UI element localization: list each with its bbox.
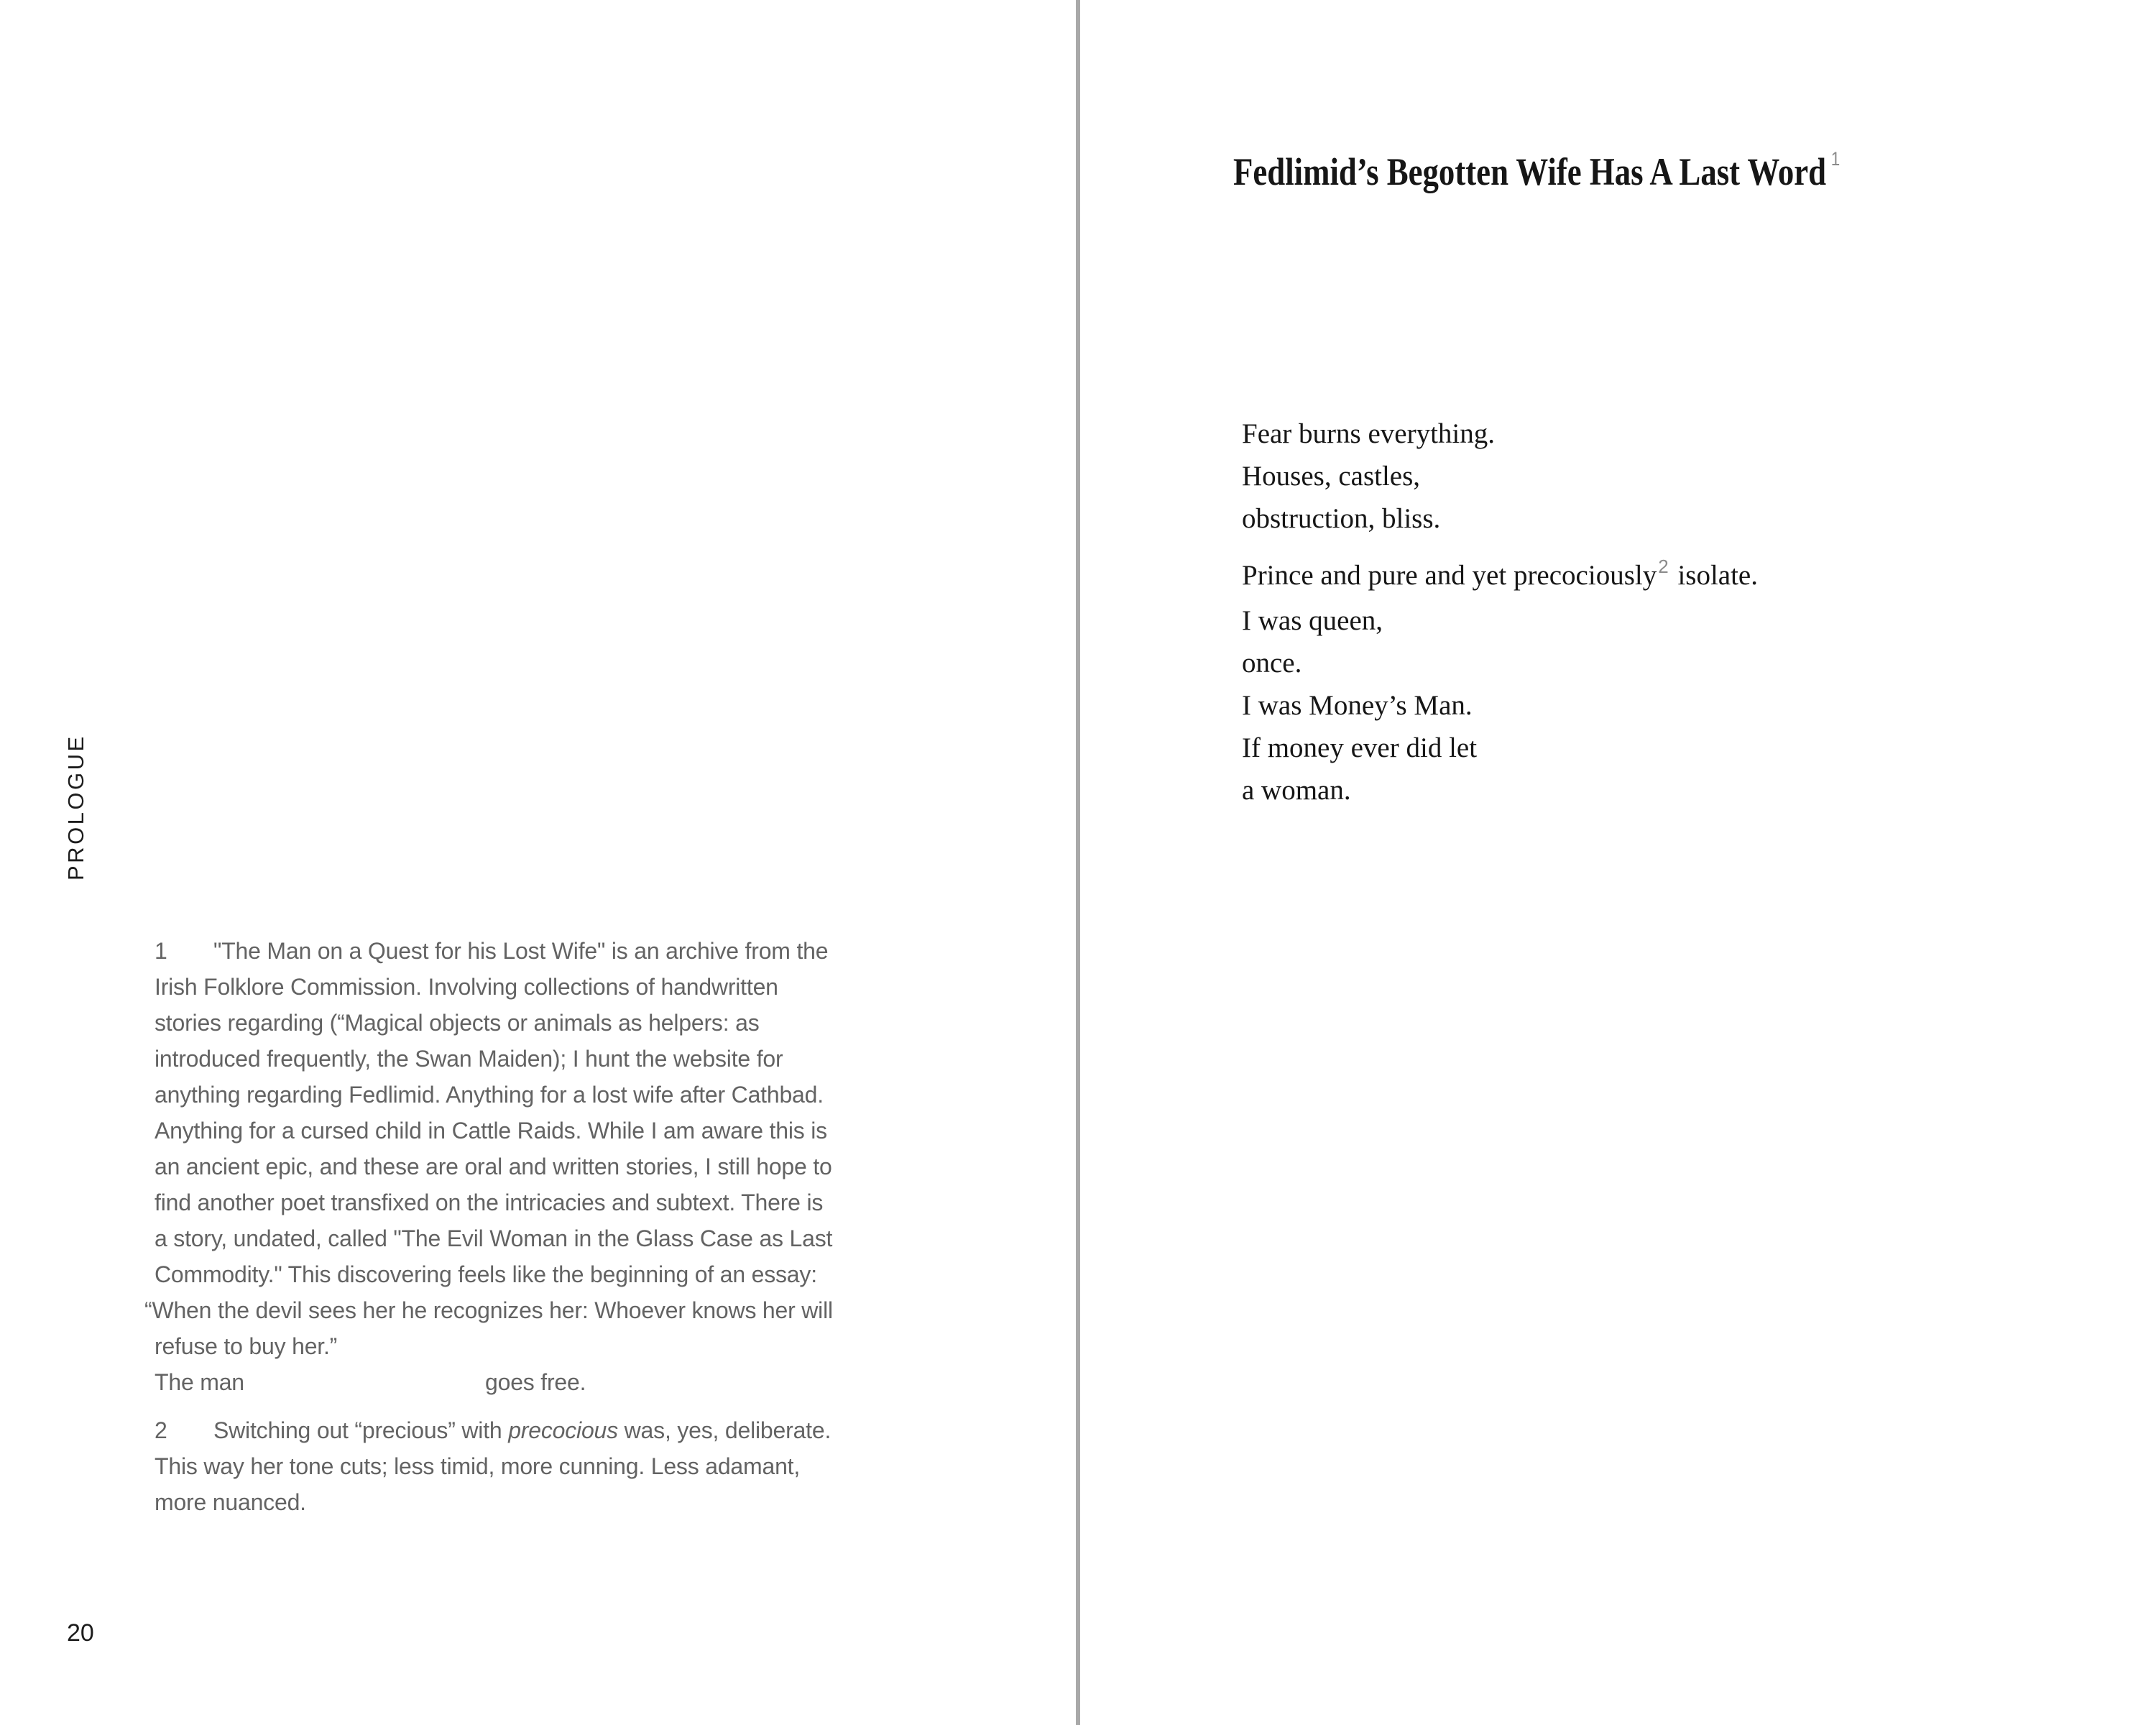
footnote-line: find another poet transfixed on the intricacies and subtext. There is <box>155 1190 824 1215</box>
poem-line: I was queen, <box>1242 605 1383 636</box>
footnote-text: was, yes, deliberate. <box>617 1417 831 1443</box>
footnote-line: more nuanced. <box>155 1489 306 1515</box>
right-page <box>1080 0 2156 1725</box>
footnote-line-hanging-quote: “When the devil sees her he recognizes her: Whoever knows her will <box>144 1297 833 1323</box>
footnote-line: refuse to buy her.” <box>155 1333 338 1359</box>
footnote-line: an ancient epic, and these are oral and written stories, I still hope to <box>155 1154 832 1179</box>
poem-line: I was Money’s Man. <box>1242 690 1473 721</box>
poem-line-text: Prince and pure and yet precociously <box>1242 560 1657 591</box>
footnote-italic-word: precocious <box>508 1417 618 1443</box>
footnote-line: Commodity." This discovering feels like the beginning of an essay: <box>155 1261 817 1287</box>
erasure-text-after: goes free. <box>485 1369 586 1395</box>
footnote-line: stories regarding (“Magical objects or animals as helpers: as <box>155 1010 760 1036</box>
footnote-line <box>155 1412 974 1448</box>
poem-title-text: Fedlimid’s Begotten Wife Has A Last Word <box>1233 150 1827 193</box>
page-number: 20 <box>67 1619 94 1647</box>
footnote-text: "The Man on a Quest for his Lost Wife" is an archive from the <box>213 938 829 964</box>
footnote-line: Irish Folklore Commission. Involving collections of handwritten <box>155 974 778 1000</box>
left-page <box>0 0 1076 1725</box>
footnote-line: anything regarding Fedlimid. Anything for a lost wife after Cathbad. <box>155 1082 824 1108</box>
footnote-1 <box>144 933 974 1400</box>
poem-line: Fear burns everything. <box>1242 418 1495 449</box>
poem-line: If money ever did let <box>1242 732 1478 763</box>
footnote-ref-1: 1 <box>1830 148 1841 170</box>
footnote-erasure-line <box>155 1364 974 1400</box>
section-label-prologue: PROLOGUE <box>63 734 88 880</box>
poem-line <box>1242 554 1758 599</box>
poem-line-text: isolate. <box>1670 560 1758 591</box>
footnote-line: introduced frequently, the Swan Maiden); I hunt the website for <box>155 1046 783 1072</box>
poem-line: once. <box>1242 648 1302 678</box>
footnote-line: a story, undated, called "The Evil Woman in the Glass Case as Last <box>155 1225 833 1251</box>
poem-line: a woman. <box>1242 775 1351 806</box>
poem-line: Houses, castles, <box>1242 461 1421 492</box>
footnote-ref-2: 2 <box>1658 556 1669 577</box>
poem-body <box>1242 413 1758 811</box>
erasure-text-before: The man <box>155 1369 244 1395</box>
footnotes-block <box>144 933 974 1520</box>
poem-line: obstruction, bliss. <box>1242 503 1441 534</box>
footnote-text: Switching out “precious” with <box>213 1417 509 1443</box>
footnote-line: This way her tone cuts; less timid, more cunning. Less adamant, <box>155 1453 801 1479</box>
poem-stanza <box>1242 554 1758 811</box>
poem-stanza <box>1242 413 1758 540</box>
footnote-line <box>155 933 974 969</box>
footnote-2 <box>155 1412 974 1520</box>
footnote-line: Anything for a cursed child in Cattle Raids. While I am aware this is <box>155 1118 827 1144</box>
footnote-number: 1 <box>155 938 167 964</box>
footnote-number: 2 <box>155 1417 167 1443</box>
poem-title <box>1233 148 1964 202</box>
